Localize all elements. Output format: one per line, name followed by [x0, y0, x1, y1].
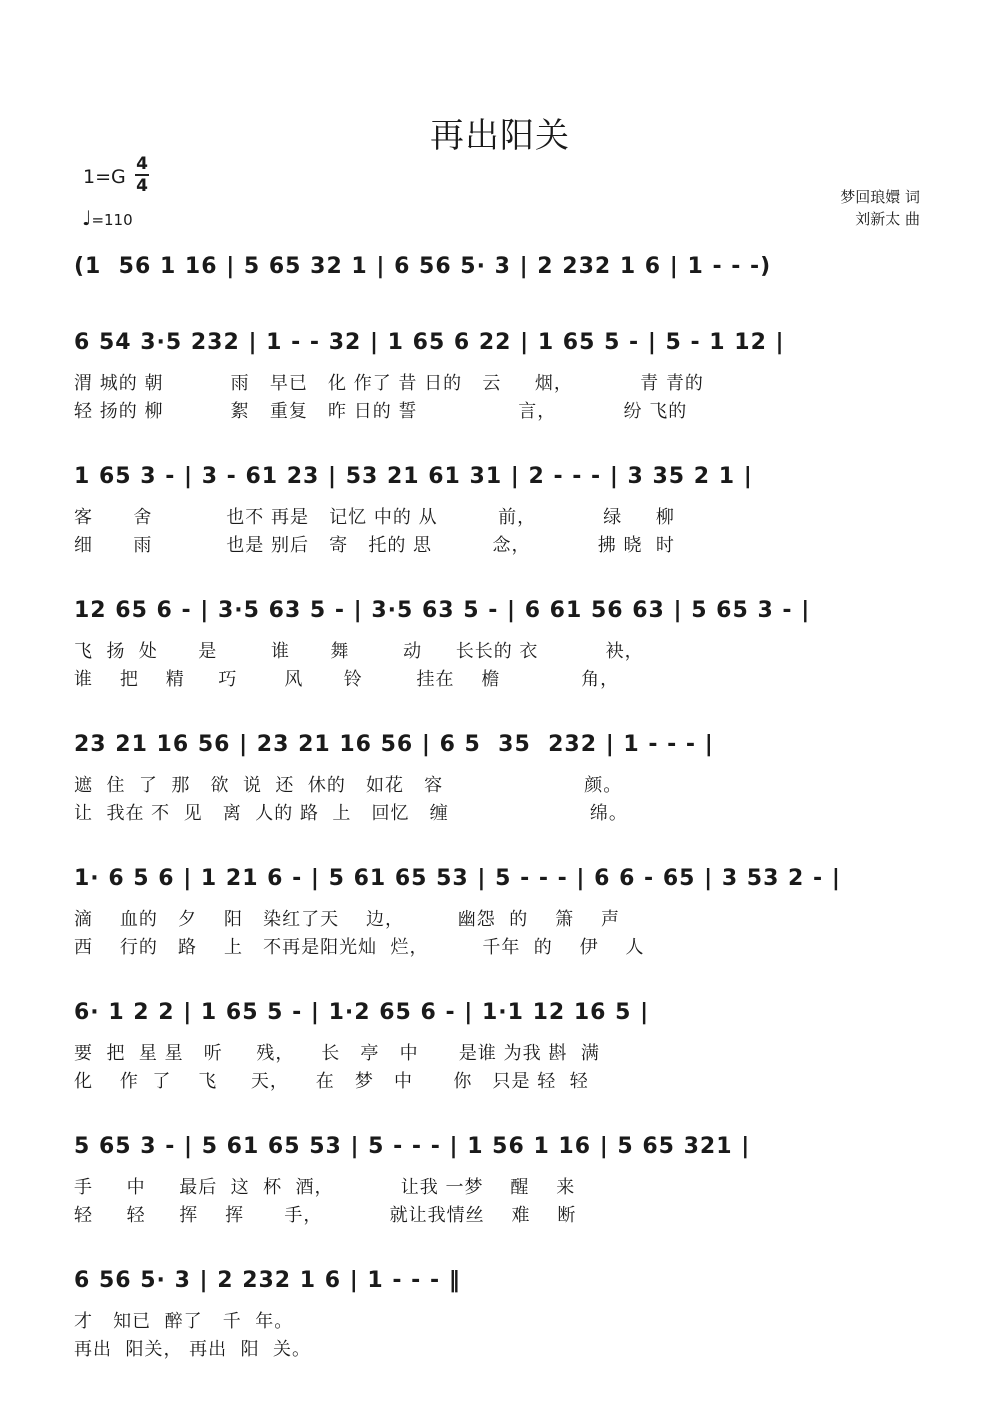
score-system — [74, 996, 926, 1096]
lyric-line-verse-2: 让 我在 不 见 离 人的 路 上 回忆 缠 绵。 — [74, 803, 628, 824]
notation-line: 6· 1 2 2 | 1 65 5 - | 1·2 65 6 - | 1·1 12 16 5 | — [74, 1000, 650, 1025]
tempo-marking — [82, 206, 133, 230]
lyric-line-verse-1: 要 把 星 星 听 残， 长 亭 中 是谁 为我 斟 满 — [74, 1043, 600, 1064]
lyric-line-verse-1: 滴 血的 夕 阳 染红了天 边， 幽怨 的 箫 声 — [74, 909, 620, 930]
song-title: 再出阳关 — [430, 116, 570, 156]
score-system — [74, 728, 926, 828]
composer: 刘新太 曲 — [855, 210, 920, 228]
lyric-line-verse-1: 遮 住 了 那 欲 说 还 休的 如花 容 颜。 — [74, 775, 623, 796]
notation-line: (1 56 1 16 | 5 65 32 1 | 6 56 5· 3 | 2 232 1 6 | 1 - - -) — [74, 254, 772, 279]
score-system — [74, 326, 926, 426]
time-signature — [134, 154, 150, 196]
score-system — [74, 862, 926, 962]
lyric-line-verse-2: 细 雨 也是 别后 寄 托的 思 念， 拂 晓 时 — [74, 535, 675, 556]
lyric-line-verse-1: 手 中 最后 这 杯 酒， 让我 一梦 醒 来 — [74, 1177, 576, 1198]
notation-line: 1 65 3 - | 3 - 61 23 | 53 21 61 31 | 2 - - - | 3 35 2 1 | — [74, 464, 753, 489]
lyric-line-verse-1: 才 知已 醉了 千 年。 — [74, 1311, 294, 1332]
lyric-line-verse-1: 飞 扬 处 是 谁 舞 动 长长的 衣 袂， — [74, 641, 644, 662]
notation-line: 1· 6 5 6 | 1 21 6 - | 5 61 65 53 | 5 - - - | 6 6 - 65 | 3 53 2 - | — [74, 866, 841, 891]
lyric-line-verse-2: 谁 把 精 巧 风 铃 挂在 檐 角， — [74, 669, 620, 690]
notation-line: 5 65 3 - | 5 61 65 53 | 5 - - - | 1 56 1 16 | 5 65 321 | — [74, 1134, 751, 1159]
tempo-value: =110 — [91, 211, 133, 229]
lyric-line-verse-2: 再出 阳关， 再出 阳 关。 — [74, 1339, 312, 1360]
notation-line: 6 54 3·5 232 | 1 - - 32 | 1 65 6 22 | 1 65 5 - | 5 - 1 12 | — [74, 330, 785, 355]
lyric-line-verse-2: 化 作 了 飞 天， 在 梦 中 你 只是 轻 轻 — [74, 1071, 589, 1092]
score-system — [74, 460, 926, 560]
notation-line: 12 65 6 - | 3·5 63 5 - | 3·5 63 5 - | 6 61 56 63 | 5 65 3 - | — [74, 598, 811, 623]
score-system — [74, 250, 926, 284]
score-system — [74, 594, 926, 694]
score-system — [74, 1130, 926, 1230]
credits — [840, 186, 920, 230]
time-signature-bottom: 4 — [136, 176, 148, 196]
lyric-line-verse-2: 轻 扬的 柳 絮 重复 昨 日的 誓 言， 纷 飞的 — [74, 401, 688, 422]
lyric-line-verse-2: 西 行的 路 上 不再是阳光灿 烂， 千年 的 伊 人 — [74, 937, 645, 958]
key-signature: 1=G — [83, 166, 126, 188]
lyric-line-verse-1: 渭 城的 朝 雨 早已 化 作了 昔 日的 云 烟， 青 青的 — [74, 373, 704, 394]
notation-line: 6 56 5· 3 | 2 232 1 6 | 1 - - - ‖ — [74, 1268, 461, 1293]
quarter-note-icon: ♩ — [82, 206, 92, 230]
time-signature-top: 4 — [136, 154, 148, 174]
lyricist: 梦回琅嬛 词 — [840, 188, 920, 206]
score-system — [74, 1264, 926, 1364]
notation-line: 23 21 16 56 | 23 21 16 56 | 6 5 35 232 | 1 - - - | — [74, 732, 714, 757]
lyric-line-verse-2: 轻 轻 挥 挥 手， 就让我情丝 难 断 — [74, 1205, 577, 1226]
lyric-line-verse-1: 客 舍 也不 再是 记忆 中的 从 前， 绿 柳 — [74, 507, 675, 528]
